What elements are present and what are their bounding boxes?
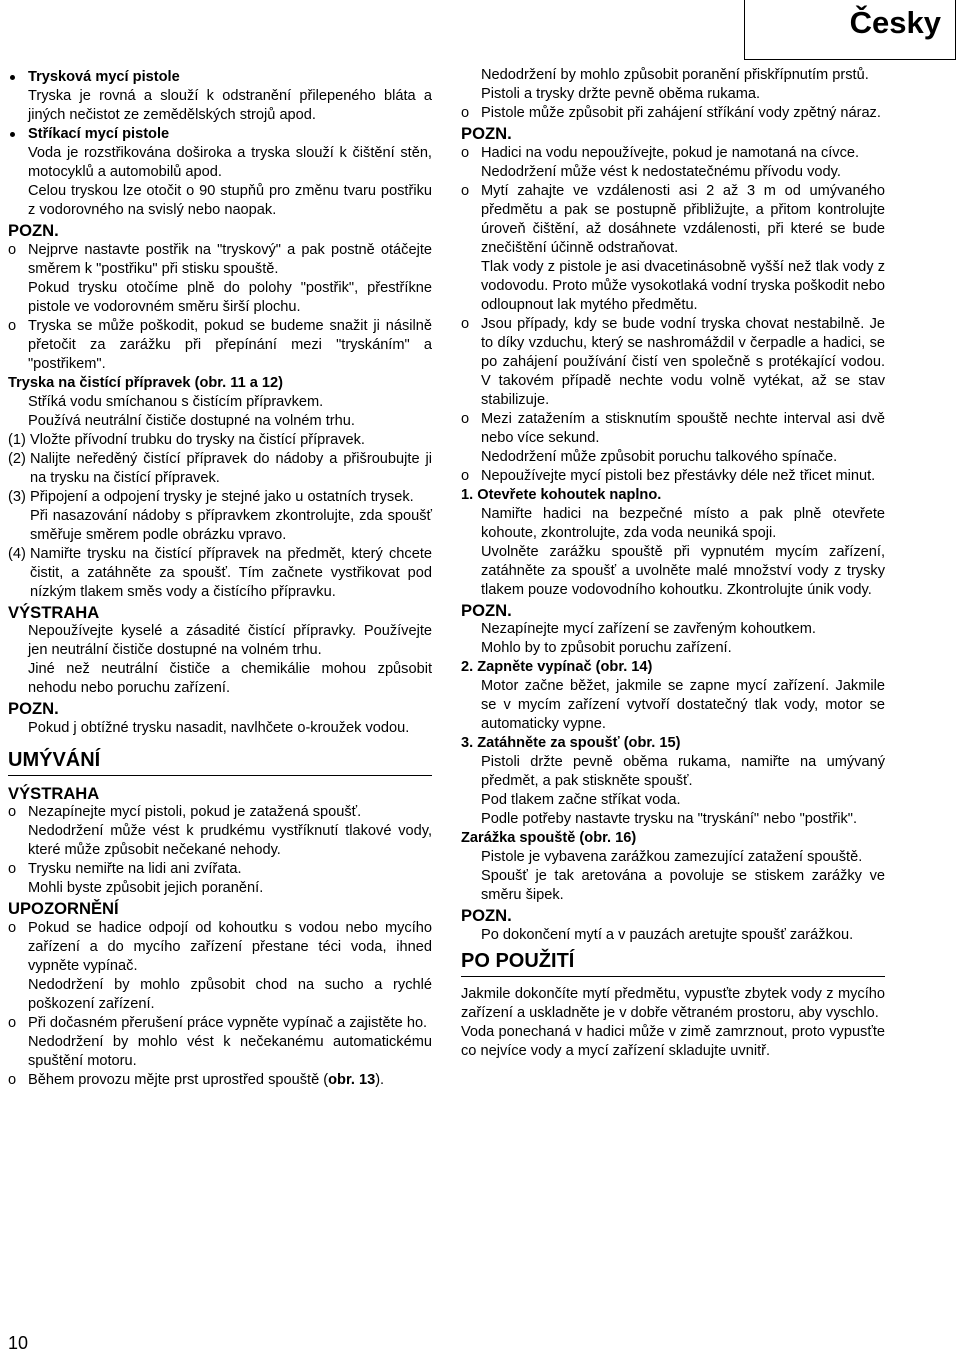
item-text: Namiřte trysku na čistící přípravek na předmět, který chcete čistit, a zatáhněte za spoušť. Tím začnete vystřikovat pod nízkým tlakem směs vody a čistícího přípravku.	[30, 545, 432, 600]
item-text: Jakmile dokončíte mytí předmětu, vypusťte zbytek vody z mycího zařízení a uskladněte je v dobře větraném prostoru, aby vyschlo.	[461, 985, 885, 1021]
figure-reference: obr. 13	[328, 1071, 376, 1088]
step-title: 1. Otevřete kohoutek naplno.	[461, 486, 662, 503]
item-text: Pistole může způsobit při zahájení stříkání vody zpětný náraz.	[481, 105, 881, 121]
item-text: Nalijte neředěný čistící přípravek do nádoby a přišroubujte ji na trysku na čistící přípravek.	[30, 450, 432, 486]
circle-marker-icon: o	[461, 467, 470, 484]
paragraph	[461, 677, 885, 734]
item-text: Po dokončení mytí a v pauzách aretujte spoušť zarážkou.	[481, 926, 854, 943]
page-number: 10	[8, 1333, 29, 1353]
circle-marker-icon: o	[8, 317, 17, 334]
item-text: Pod tlakem začne stříkat voda.	[481, 792, 681, 808]
paragraph	[461, 848, 885, 905]
item-text: Voda je rozstřikována doširoka a tryska slouží k čištění stěn, motocyklů a automobilů apod.	[28, 145, 432, 180]
list-item	[461, 144, 885, 182]
item-text-end: ).	[375, 1071, 385, 1088]
numbered-item	[8, 450, 432, 488]
item-text: Tryska je rovná a slouží k odstranění přilepeného bláta a jiných nečistot ze zemědělských strojů apod.	[28, 88, 432, 123]
item-title: Stříkací mycí pistole	[28, 126, 170, 142]
item-text: Mytí zahajte ve vzdálenosti asi 2 až 3 m od umývaného předmětu a pak se postupně přibližujte, a přitom kontrolujte úroveň čištění, až dosáhnete vzdálenosti, při které se bude znečištění účinně odstraňovat.	[481, 182, 885, 256]
item-text: Tlak vody z pistole je asi dvacetinásobně vyšší než tlak vody z vodovodu. Proto může vysokotlaká vodní tryska poškodit nebo odloupnout lak mytého předmětu.	[481, 258, 885, 313]
list-item	[8, 919, 432, 1014]
left-column	[8, 68, 432, 1090]
item-text: Stříká vodu smíchanou s čistícím přípravkem.	[28, 393, 324, 410]
item-text: Používá neutrální čističe dostupné na volném trhu.	[28, 412, 355, 429]
paragraph	[461, 66, 885, 104]
list-item	[461, 410, 885, 467]
circle-marker-icon: o	[8, 919, 17, 936]
numbered-item	[8, 488, 432, 545]
note-heading: POZN.	[8, 221, 59, 240]
item-text: Pokud j obtížné trysku nasadit, navlhčete o-kroužek vodou.	[28, 719, 410, 736]
item-text: Jsou případy, kdy se bude vodní tryska chovat nestabilně. Je to díky vzduchu, který se nashromáždil v čerpadle a hadici, se po zahájení používání čistí ven společně s protékající vodou. V takovém případě nechte vodu volně vytékat, až se stav stabilizuje.	[481, 315, 885, 408]
item-number: (4)	[8, 545, 26, 562]
paragraph	[461, 926, 885, 945]
list-item	[8, 1071, 432, 1090]
item-number: (1)	[8, 431, 26, 448]
item-text: Trysku nemiřte na lidi ani zvířata.	[28, 861, 242, 877]
circle-marker-icon: o	[461, 144, 470, 161]
item-text: Namiřte hadici na bezpečné místo a pak plně otevřete kohoute, zkontrolujte, zda voda neuniká spoji.	[481, 505, 885, 541]
paragraph	[8, 393, 432, 431]
item-text: Nedodržení by mohlo způsobit chod na sucho a rychlé poškození zařízení.	[28, 976, 432, 1012]
item-text: Nedodržení by mohlo způsobit poranění přiskřípnutím prstů.	[481, 67, 869, 83]
item-text: Pokud trysku otočíme plně do polohy "postřik", přestříkne pistole ve vodorovném směru širší plochu.	[28, 279, 432, 315]
circle-marker-icon: o	[8, 861, 17, 877]
circle-marker-icon: o	[8, 804, 17, 820]
item-text: Pokud se hadice odpojí od kohoutku s vodou nebo mycího zařízení a do mycího zařízení přestane téci voda, ihned vypněte vypínač.	[28, 919, 432, 974]
item-text: Připojení a odpojení trysky je stejné jako u ostatních trysek.	[30, 488, 414, 505]
numbered-item	[8, 545, 432, 602]
item-text	[28, 1071, 432, 1090]
item-text: Podle potřeby nastavte trysku na "tryskání" nebo "postřik".	[481, 811, 858, 827]
item-text: Pistole je vybavena zarážkou zamezující zatažení spouště.	[481, 849, 863, 865]
section-subtitle: Tryska na čistící přípravek (obr. 11 a 12)	[8, 374, 283, 391]
item-text: Hadici na vodu nepoužívejte, pokud je namotaná na cívce.	[481, 144, 860, 161]
list-item	[8, 860, 432, 898]
list-item	[8, 803, 432, 860]
item-text: Při dočasném přerušení práce vypněte vypínač a zajistěte ho.	[28, 1014, 428, 1031]
item-text-start: Během provozu mějte prst uprostřed spouště (	[28, 1071, 329, 1088]
paragraph	[461, 753, 885, 829]
item-text: Mohlo by to způsobit poruchu zařízení.	[481, 640, 732, 656]
paragraph	[461, 985, 885, 1061]
list-item	[461, 182, 885, 315]
list-item	[461, 467, 885, 486]
item-text: Mohli byste způsobit jejich poranění.	[28, 880, 264, 896]
item-text: Nedodržení může vést k nedostatečnému přívodu vody.	[481, 163, 841, 180]
section-title: PO POUŽITÍ	[461, 949, 885, 977]
caution-heading: UPOZORNĚNÍ	[8, 899, 119, 918]
item-text: Vložte přívodní trubku do trysky na čistící přípravek.	[30, 431, 365, 448]
section-title: UMÝVÁNÍ	[8, 748, 432, 776]
note-heading: POZN.	[461, 600, 512, 620]
circle-marker-icon: o	[461, 315, 470, 332]
circle-marker-icon: o	[8, 1014, 17, 1031]
bullet-item	[8, 68, 432, 125]
paragraph	[8, 622, 432, 698]
section-subtitle: Zarážka spouště (obr. 16)	[461, 830, 637, 846]
item-text: Při nasazování nádoby s přípravkem zkontrolujte, zda spoušť směřuje směrem podle obrázku vpravo.	[30, 507, 432, 543]
list-item	[8, 1014, 432, 1071]
language-header	[744, 0, 956, 60]
language-label: Česky	[849, 5, 941, 40]
note-heading: POZN.	[8, 699, 59, 718]
note-heading: POZN.	[461, 124, 512, 143]
item-text: Motor začne běžet, jakmile se zapne mycí zařízení. Jakmile se v mycím zařízení vytvoří dostatečný tlak vody, motor se automaticky vypne.	[481, 678, 885, 732]
item-text: Tryska se může poškodit, pokud se budeme snažit ji násilně přetočit za zarážku při přepínání mezi "tryskáním" a "postřikem".	[28, 317, 432, 372]
item-text: Nedodržení může způsobit poruchu talkového spínače.	[481, 448, 838, 465]
note-heading: POZN.	[461, 906, 512, 925]
circle-marker-icon: o	[461, 105, 470, 121]
circle-marker-icon: o	[461, 410, 470, 427]
item-text: Nezapínejte mycí zařízení se zavřeným kohoutkem.	[481, 621, 816, 637]
item-text: Pistoli a trysky držte pevně oběma rukama.	[481, 86, 761, 102]
item-number: (2)	[8, 450, 26, 467]
item-text: Celou tryskou lze otočit o 90 stupňů pro změnu tvaru postřiku z vodorovného na svislý nebo naopak.	[28, 183, 432, 218]
list-item	[461, 104, 885, 123]
item-text: Nepoužívejte mycí pistoli bez přestávky déle než třicet minut.	[481, 467, 876, 484]
item-text: Nepoužívejte kyselé a zásadité čistící přípravky. Používejte jen neutrální čističe dostupné na volném trhu.	[28, 623, 432, 658]
numbered-item	[8, 431, 432, 450]
item-text: Voda ponechaná v hadici může v zimě zamrznout, proto vypusťte co nejvíce vody a mycí zařízení skladujte uvnitř.	[461, 1023, 885, 1059]
step-title: 2. Zapněte vypínač (obr. 14)	[461, 659, 653, 675]
paragraph	[461, 620, 885, 658]
item-text: Nedodržení může vést k prudkému vystříknutí tlakové vody, které může způsobit nečekané nehody.	[28, 823, 432, 858]
list-item	[8, 317, 432, 374]
item-text: Spoušť je tak aretována a povoluje se stiskem zarážky ve směru šipek.	[481, 868, 885, 903]
item-text: Nejprve nastavte postřik na "tryskový" a pak postně otáčejte směrem k "postřiku" při stisku spouště.	[28, 241, 432, 277]
paragraph	[8, 719, 432, 738]
circle-marker-icon: o	[8, 1071, 17, 1088]
item-text: Pistoli držte pevně oběma rukama, namiřte na umývaný předmět, a pak stiskněte spoušť.	[481, 754, 885, 789]
list-item	[8, 241, 432, 317]
paragraph	[461, 505, 885, 600]
bullet-icon	[10, 132, 15, 137]
circle-marker-icon: o	[461, 182, 470, 199]
circle-marker-icon: o	[8, 241, 17, 258]
right-column	[461, 66, 885, 1061]
item-number: (3)	[8, 488, 26, 505]
list-item	[461, 315, 885, 410]
item-text: Jiné než neutrální čističe a chemikálie mohou způsobit nehodu nebo poruchu zařízení.	[28, 661, 432, 696]
item-text: Nedodržení by mohlo vést k nečekanému automatickému spuštění motoru.	[28, 1033, 432, 1069]
item-text: Nezapínejte mycí pistoli, pokud je zatažená spoušť.	[28, 804, 362, 820]
warning-heading: VÝSTRAHA	[8, 783, 100, 803]
item-title: Trysková mycí pistole	[28, 69, 180, 85]
step-title: 3. Zatáhněte za spoušť (obr. 15)	[461, 735, 681, 751]
bullet-item	[8, 125, 432, 220]
bullet-icon	[10, 75, 15, 80]
warning-heading: VÝSTRAHA	[8, 602, 100, 622]
item-text: Uvolněte zarážku spouště při vypnutém mycím zařízení, zatáhněte za spoušť a uvolněte malé množství vody z trysky tlakem pouze vodovodního kohoutku. Zkontrolujte únik vody.	[481, 543, 885, 598]
item-text: Mezi zatažením a stisknutím spouště nechte interval asi dvě nebo více sekund.	[481, 410, 885, 446]
